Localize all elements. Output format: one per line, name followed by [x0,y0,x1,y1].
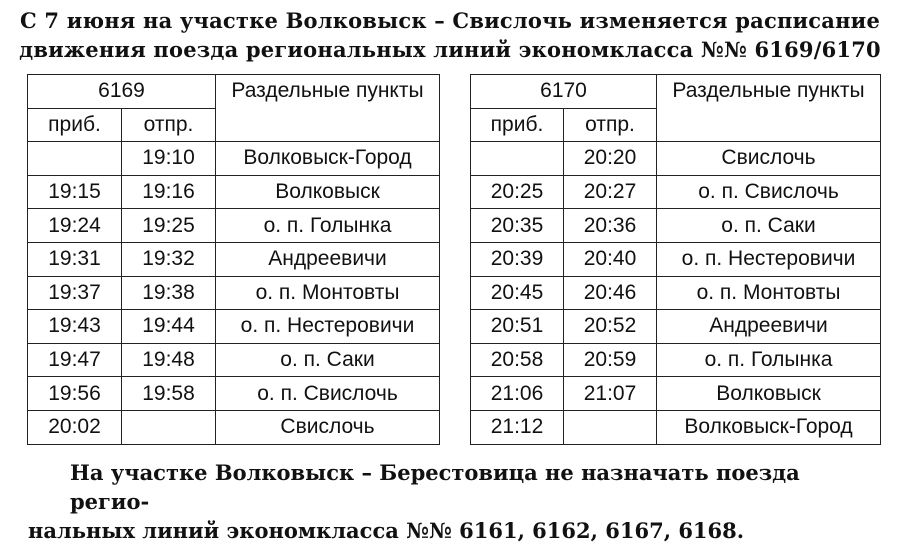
footer-line-1: На участке Волковыск – Берестовица не назначать поезда регио- [70,460,800,514]
arrival-time: 20:35 [471,209,564,243]
page-heading [0,6,900,64]
table-row [471,142,881,176]
departure-time: 19:32 [122,242,216,276]
arrival-time: 21:12 [471,410,564,444]
station-name: Волковыск-Город [657,410,881,444]
station-name: о. п. Саки [657,209,881,243]
station-name: Волковыск [657,377,881,411]
departure-time: 19:25 [122,209,216,243]
station-name: о. п. Монтовты [657,276,881,310]
departure-time: 19:16 [122,175,216,209]
arrival-time [28,142,122,176]
table-row [28,310,440,344]
heading-line-1: С 7 июня на участке Волковыск – Свислочь изменяется расписание [19,8,881,33]
station-name: о. п. Свислочь [657,175,881,209]
departure-time: 20:59 [564,343,657,377]
table-row [471,310,881,344]
arrival-time: 20:51 [471,310,564,344]
station-name: о. п. Голынка [216,209,440,243]
arrival-time: 20:39 [471,242,564,276]
schedule-table-6170 [470,74,881,445]
points-header: Раздельные пункты [216,75,440,142]
table-row [28,209,440,243]
table-row [28,410,440,444]
table-row [471,276,881,310]
departure-time: 21:07 [564,377,657,411]
departure-time: 19:10 [122,142,216,176]
table-row [471,377,881,411]
departure-time: 19:48 [122,343,216,377]
train-number: 6170 [471,75,657,109]
table-row [28,377,440,411]
departure-time: 19:38 [122,276,216,310]
departure-time: 20:27 [564,175,657,209]
station-name: Андреевичи [216,242,440,276]
station-name: о. п. Монтовты [216,276,440,310]
station-name: о. п. Голынка [657,343,881,377]
table-row [28,175,440,209]
departure-time: 20:20 [564,142,657,176]
arrival-time: 19:56 [28,377,122,411]
departure-time [122,410,216,444]
header-row [471,75,881,109]
arrival-time: 20:45 [471,276,564,310]
arrival-header: приб. [28,108,122,142]
station-name: Свислочь [216,410,440,444]
table-row [471,410,881,444]
arrival-header: приб. [471,108,564,142]
arrival-time: 19:47 [28,343,122,377]
arrival-time: 19:37 [28,276,122,310]
arrival-time: 20:25 [471,175,564,209]
table-row [471,343,881,377]
arrival-time: 19:43 [28,310,122,344]
arrival-time: 19:15 [28,175,122,209]
station-name: Андреевичи [657,310,881,344]
footer-note [28,458,878,545]
header-row [28,75,440,109]
table-row [471,209,881,243]
arrival-time: 20:02 [28,410,122,444]
departure-time: 20:46 [564,276,657,310]
schedule-table-6169 [27,74,440,445]
table-row [471,175,881,209]
train-number: 6169 [28,75,216,109]
station-name: о. п. Нестеровичи [216,310,440,344]
heading-line-2: движения поезда региональных линий экономкласса №№ 6169/6170 [19,37,881,62]
departure-time [564,410,657,444]
table-row [28,242,440,276]
arrival-time: 19:24 [28,209,122,243]
station-name: Волковыск-Город [216,142,440,176]
table-row [28,142,440,176]
arrival-time: 20:58 [471,343,564,377]
station-name: о. п. Свислочь [216,377,440,411]
table-row [28,343,440,377]
departure-time: 19:44 [122,310,216,344]
table-row [471,242,881,276]
station-name: о. п. Нестеровичи [657,242,881,276]
departure-header: отпр. [122,108,216,142]
arrival-time: 19:31 [28,242,122,276]
station-name: Свислочь [657,142,881,176]
table-row [28,276,440,310]
station-name: Волковыск [216,175,440,209]
points-header: Раздельные пункты [657,75,881,142]
departure-header: отпр. [564,108,657,142]
arrival-time [471,142,564,176]
station-name: о. п. Саки [216,343,440,377]
departure-time: 20:52 [564,310,657,344]
departure-time: 19:58 [122,377,216,411]
arrival-time: 21:06 [471,377,564,411]
departure-time: 20:40 [564,242,657,276]
departure-time: 20:36 [564,209,657,243]
footer-line-2: нальных линий экономкласса №№ 6161, 6162, 6167, 6168. [28,518,745,543]
